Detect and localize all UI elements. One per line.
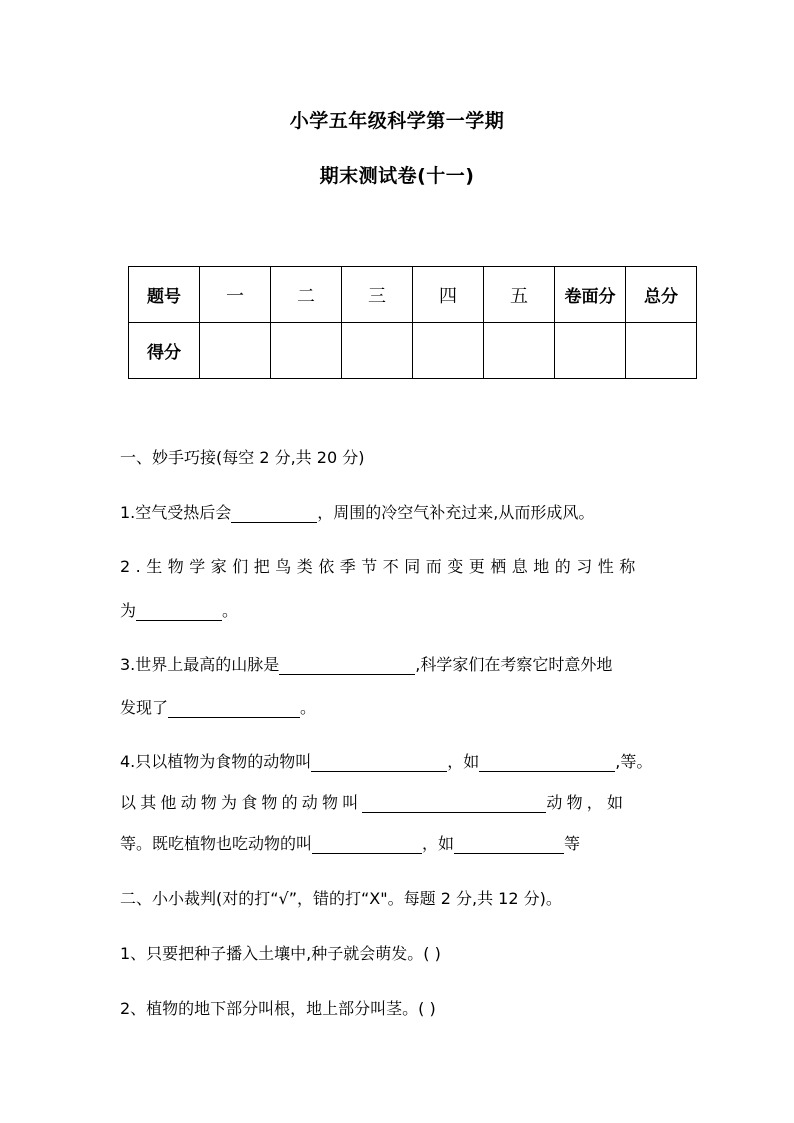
q1-blank[interactable] xyxy=(231,504,317,523)
q4-line2-after: 动物，如 xyxy=(546,793,628,812)
q3-line2-after: 。 xyxy=(300,698,317,717)
question-3-line1 xyxy=(120,652,612,675)
q4-text-mid: ，如 xyxy=(447,752,480,771)
question-2-line2 xyxy=(120,598,238,621)
score-cell-total: 总分 xyxy=(626,267,697,323)
q4-blank-3[interactable] xyxy=(362,794,546,813)
score-input-cell[interactable] xyxy=(484,323,555,379)
score-input-cell[interactable] xyxy=(555,323,626,379)
q4-line3-mid: ，如 xyxy=(422,834,455,853)
page-title: 小学五年级科学第一学期 xyxy=(289,110,505,132)
judge-item-1: 1、只要把种子播入土壤中,种子就会萌发。( ) xyxy=(120,944,441,963)
q1-text-before: 1.空气受热后会 xyxy=(120,503,232,522)
score-input-cell[interactable] xyxy=(626,323,697,379)
score-input-cell[interactable] xyxy=(413,323,484,379)
question-4-line2 xyxy=(120,790,627,813)
q4-line2-before: 以其他动物为食物的动物叫 xyxy=(120,793,363,812)
q2-text-after: 。 xyxy=(222,601,239,620)
question-1 xyxy=(120,500,594,523)
score-table xyxy=(128,266,697,379)
q4-blank-5[interactable] xyxy=(454,835,564,854)
q2-blank[interactable] xyxy=(136,602,222,621)
score-cell-paper: 卷面分 xyxy=(555,267,626,323)
score-cell-q2: 二 xyxy=(271,267,342,323)
q3-blank-1[interactable] xyxy=(279,656,415,675)
score-input-cell[interactable] xyxy=(271,323,342,379)
score-cell-q4: 四 xyxy=(413,267,484,323)
q1-text-after: ，周围的冷空气补充过来,从而形成风。 xyxy=(317,503,595,522)
section1-heading: 一、妙手巧接(每空 2 分,共 20 分) xyxy=(120,448,365,467)
score-cell-q3: 三 xyxy=(342,267,413,323)
score-cell-q5: 五 xyxy=(484,267,555,323)
score-table-score-row xyxy=(129,323,697,379)
q3-line2-before: 发现了 xyxy=(120,698,169,717)
section2-heading: 二、小小裁判(对的打“√”，错的打“X"。每题 2 分,共 12 分)。 xyxy=(120,889,562,908)
q3-blank-2[interactable] xyxy=(168,699,300,718)
score-table-header-row xyxy=(129,267,697,323)
q4-line3-after: 等 xyxy=(564,834,581,853)
question-3-line2 xyxy=(120,695,316,718)
q4-line3-before: 等。既吃植物也吃动物的叫 xyxy=(120,834,313,853)
score-cell-q1: 一 xyxy=(200,267,271,323)
score-input-cell[interactable] xyxy=(342,323,413,379)
score-row-label: 得分 xyxy=(129,323,200,379)
q3-text-before: 3.世界上最高的山脉是 xyxy=(120,655,280,674)
score-cell-label: 题号 xyxy=(129,267,200,323)
q4-blank-2[interactable] xyxy=(479,753,615,772)
question-4-line3 xyxy=(120,831,580,854)
q4-blank-4[interactable] xyxy=(312,835,422,854)
q2-text-before: 为 xyxy=(120,601,137,620)
question-4-line1 xyxy=(120,749,652,772)
score-input-cell[interactable] xyxy=(200,323,271,379)
q4-text-before: 4.只以植物为食物的动物叫 xyxy=(120,752,312,771)
q3-text-after: ,科学家们在考察它时意外地 xyxy=(415,655,613,674)
q4-blank-1[interactable] xyxy=(311,753,447,772)
page-subtitle: 期末测试卷(十一) xyxy=(319,165,475,187)
q4-text-after: ,等。 xyxy=(615,752,653,771)
question-2-line1: 2.生物学家们把鸟类依季节不同而变更栖息地的习性称 xyxy=(120,557,641,576)
judge-item-2: 2、植物的地下部分叫根，地上部分叫茎。( ) xyxy=(120,999,436,1018)
